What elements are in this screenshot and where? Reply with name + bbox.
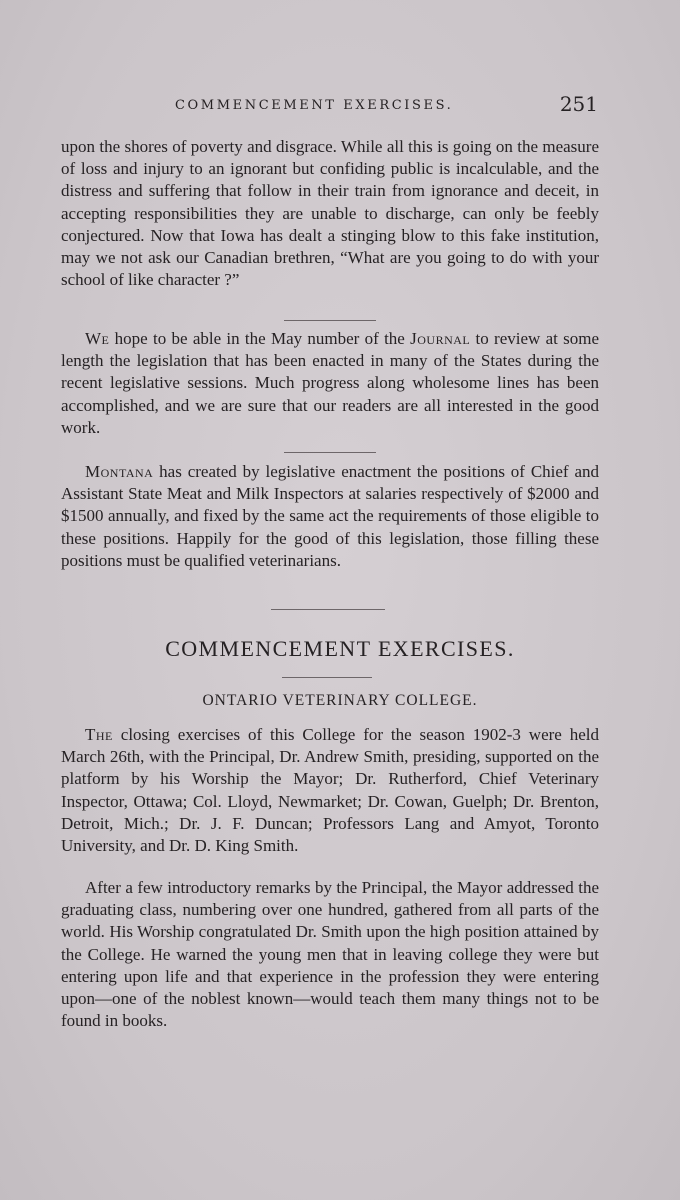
paragraph-text: hope to be able in the May number of the (109, 329, 411, 348)
page-number: 251 (559, 92, 598, 116)
lead-word: The (85, 725, 113, 744)
paragraph-mayor-address: After a few introductory remarks by the Principal, the Mayor addressed the graduating class, numbering over one hundred, gathered from all parts of the world. His Worship congratulated Dr. Smith upon the high position attained by the College. He warned the young men that in leaving college they were but entering upon life and that experience in the profession they were entering upon—one of the noblest known—would teach them many things not to be found in books. (61, 878, 599, 1031)
paragraph-text: closing exercises of this College for the season 1902-3 were held March 26th, with the Principal, Dr. Andrew Smith, presiding, supported on the platform by his Worship the Mayor; Dr. Rutherford, Chief Veterinary Inspector, Ottawa; Col. Lloyd, Newmarket; Dr. Cowan, Guelph; Dr. Brenton, Detroit, Mich.; Dr. J. F. Duncan; Professors Lang and Amyot, Toronto University, and Dr. D. King Smith. (61, 725, 599, 856)
separator-rule (284, 452, 376, 453)
paragraph-text: to review at some length the legislation that has been enacted in many of the States during the recent legislative sessions. Much progress along wholesome lines has been accomplished, and we are sure that our readers are all interested in the good work. (61, 329, 599, 437)
lead-word: Montana (85, 462, 154, 481)
paragraph-journal (61, 328, 599, 439)
separator-rule (271, 609, 385, 610)
college-subtitle: ONTARIO VETERINARY COLLEGE. (202, 692, 478, 709)
section-title: COMMENCEMENT EXERCISES. (165, 636, 515, 661)
running-title: COMMENCEMENT EXERCISES. (175, 98, 454, 113)
title-underline-rule (282, 677, 372, 678)
paragraph-montana (61, 461, 599, 572)
paragraph-text: has created by legislative enactment the positions of Chief and Assistant State Meat and Milk Inspectors at salaries respectively of $2000 and $1500 annually, and fixed by the same act the requirements of those eligible to these positions. Happily for the good of this legislation, those filling these positions must be qualified veterinarians. (61, 462, 599, 570)
journal-word: Journal (410, 329, 471, 348)
paragraph-iowa: upon the shores of poverty and disgrace. While all this is going on the measure of loss and injury to an ignorant but confiding public is incalculable, and the distress and suffering that follow in their train from ignorance and deceit, in accepting responsibilities they are unable to discharge, can only be feebly conjectured. Now that Iowa has dealt a stinging blow to this fake institution, may we not ask our Canadian brethren, “What are you going to do with your school of like character ?” (61, 137, 599, 290)
lead-word: We (85, 329, 110, 348)
paragraph-closing-exercises (61, 724, 599, 857)
running-header (60, 92, 600, 122)
separator-rule (284, 320, 376, 321)
